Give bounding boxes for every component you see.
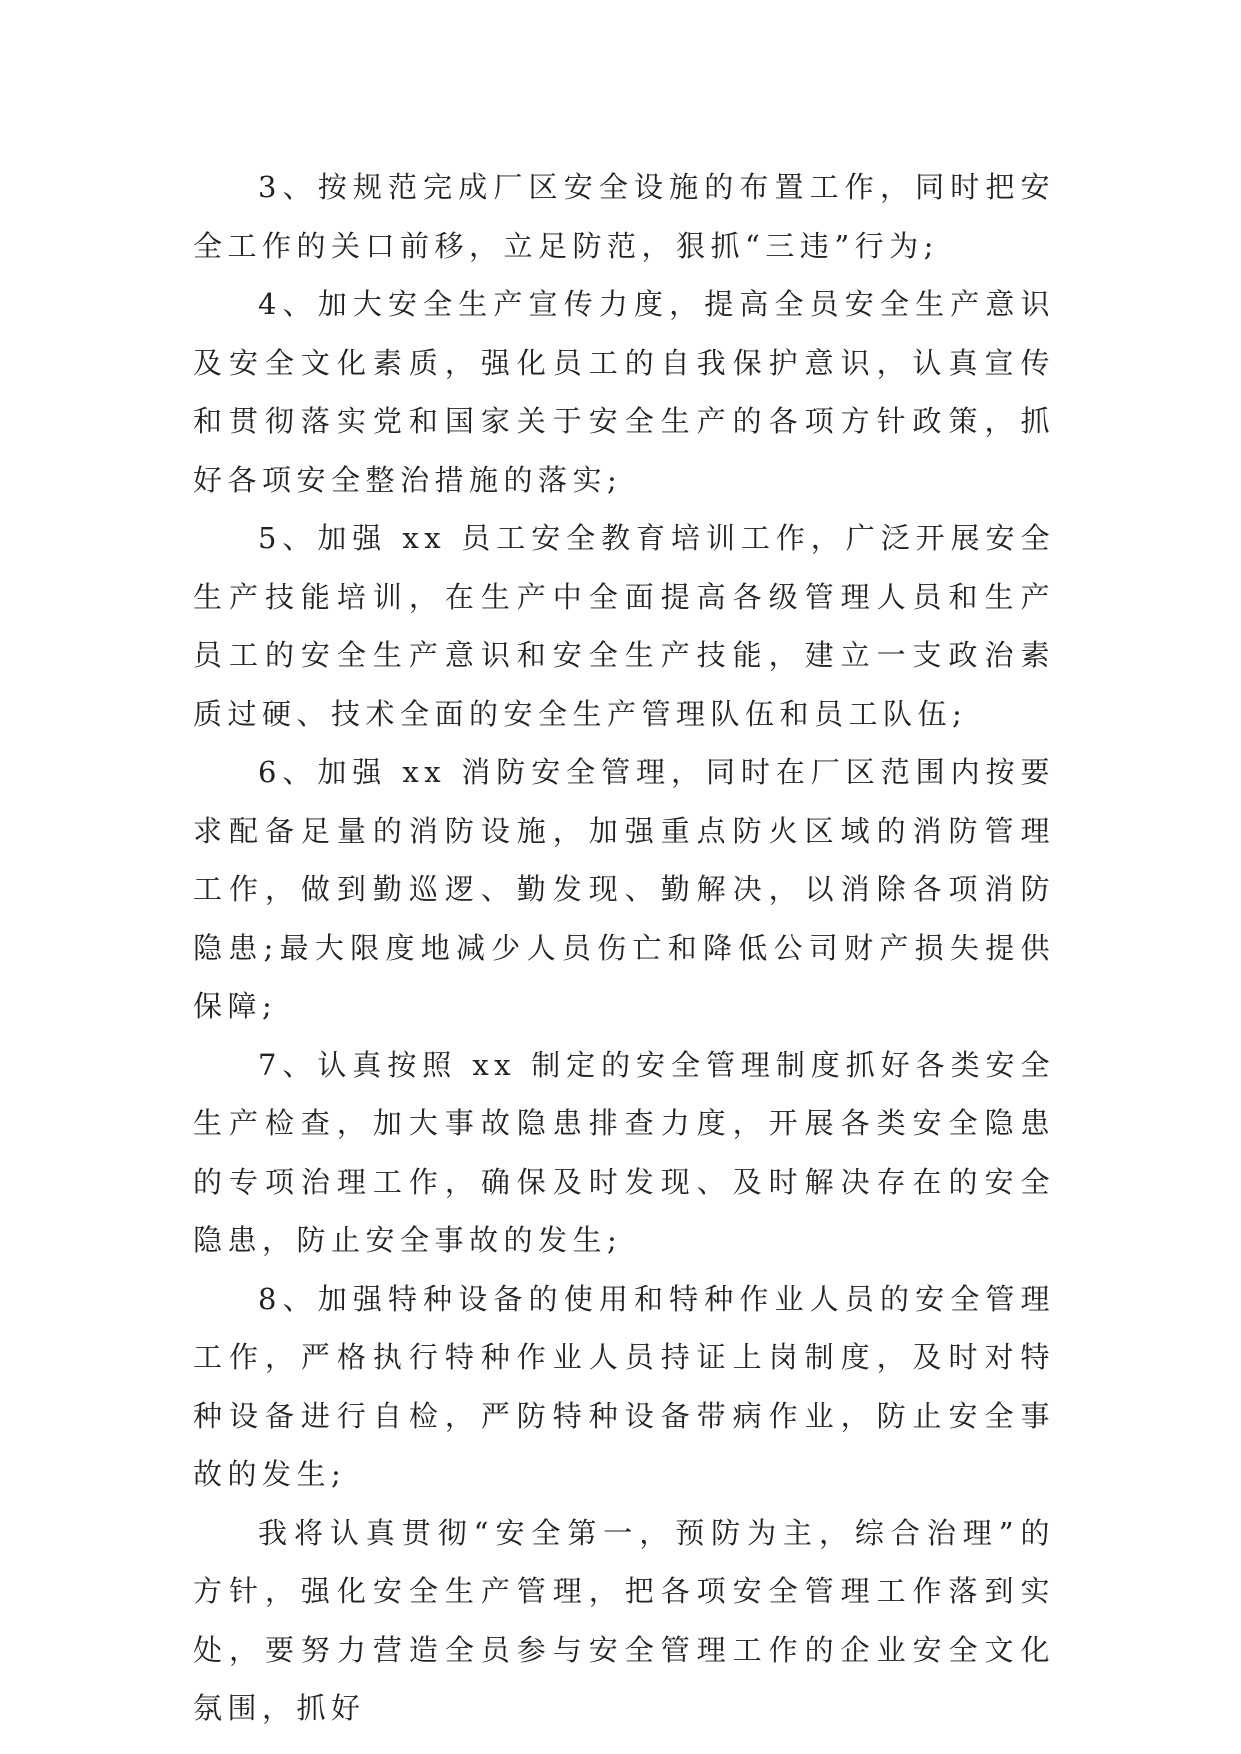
paragraph-item-5: 5、加强 xx 员工安全教育培训工作，广泛开展安全生产技能培训，在生产中全面提高各级管理人员和生产员工的安全生产意识和安全生产技能，建立一支政治素质过硬、技术全面的安全生产管理队伍和员工队伍; — [193, 521, 1055, 731]
paragraph-item-4: 4、加大安全生产宣传力度，提高全员安全生产意识及安全文化素质，强化员工的自我保护意识，认真宣传和贯彻落实党和国家关于安全生产的各项方针政策，抓好各项安全整治措施的落实; — [193, 287, 1055, 497]
paragraph-item-3: 3、按规范完成厂区安全设施的布置工作，同时把安全工作的关口前移，立足防范，狠抓“三违”行为; — [193, 170, 1055, 263]
paragraph-conclusion: 我将认真贯彻“安全第一，预防为主，综合治理”的方针，强化安全生产管理，把各项安全管理工作落到实处，要努力营造全员参与安全管理工作的企业安全文化氛围，抓好 — [193, 1515, 1055, 1725]
paragraph-item-6: 6、加强 xx 消防安全管理，同时在厂区范围内按要求配备足量的消防设施，加强重点防火区域的消防管理工作，做到勤巡逻、勤发现、勤解决，以消除各项消防隐患;最大限度地减少人员伤亡和降低公司财产损失提供保障; — [193, 755, 1055, 1023]
paragraph-item-8: 8、加强特种设备的使用和特种作业人员的安全管理工作，严格执行特种作业人员持证上岗制度，及时对特种设备进行自检，严防特种设备带病作业，防止安全事故的发生; — [193, 1281, 1055, 1491]
paragraph-item-7: 7、认真按照 xx 制定的安全管理制度抓好各类安全生产检查，加大事故隐患排查力度，开展各类安全隐患的专项治理工作，确保及时发现、及时解决存在的安全隐患，防止安全事故的发生; — [193, 1047, 1055, 1257]
document-body — [193, 158, 1055, 1738]
